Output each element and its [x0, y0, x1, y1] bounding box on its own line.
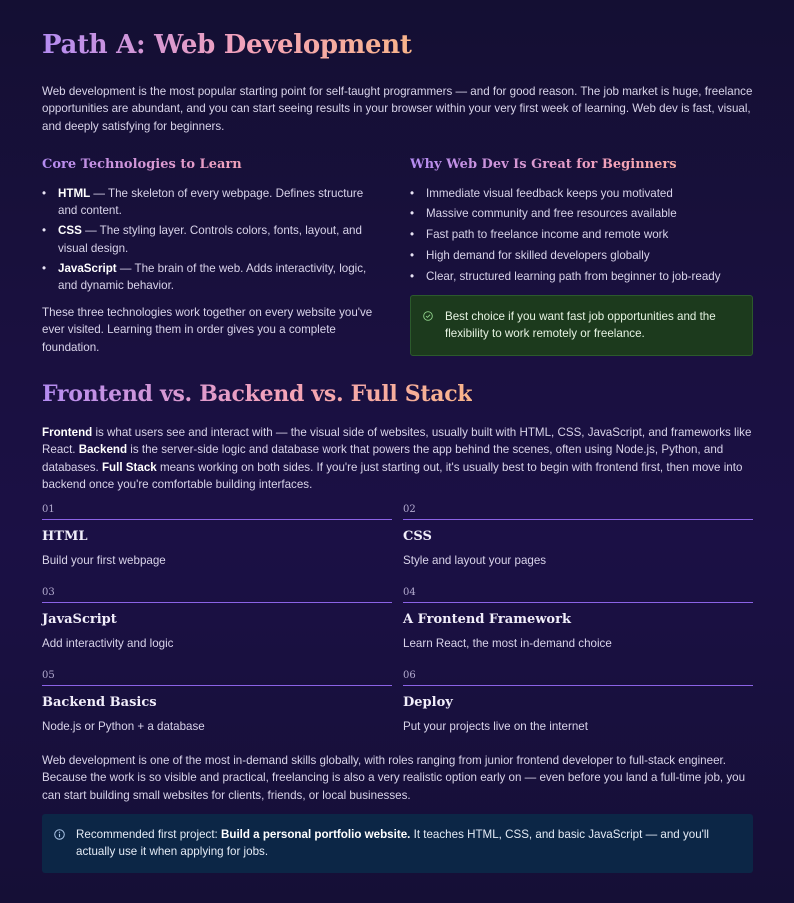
- step-number: 04: [403, 585, 753, 603]
- info-bold: Build a personal portfolio website.: [220, 828, 411, 841]
- step-card: [42, 502, 392, 580]
- list-item: • Fast path to freelance income and remote work: [410, 226, 753, 243]
- term-frontend: Frontend: [42, 426, 93, 439]
- list-item: • Immediate visual feedback keeps you motivated: [410, 185, 753, 202]
- step-card: [403, 585, 753, 663]
- step-card: [403, 502, 753, 580]
- step-number: 03: [42, 585, 392, 603]
- list-item: • Clear, structured learning path from beginner to job-ready: [410, 268, 753, 285]
- step-number: 01: [42, 502, 392, 520]
- list-item: [42, 222, 382, 257]
- info-lead: Recommended first project:: [76, 828, 221, 841]
- success-callout: [410, 295, 753, 356]
- step-description: Build your first webpage: [42, 553, 166, 567]
- info-circle-icon: [54, 829, 65, 840]
- step-description: Style and layout your pages: [403, 553, 547, 567]
- info-rest: It teaches HTML, CSS, and basic JavaScript — and you'll actually use it when applying for jobs.: [76, 828, 710, 859]
- step-title: Backend Basics: [42, 695, 157, 710]
- closing-paragraph: Web development is one of the most in-demand skills globally, with roles ranging from junior frontend developer to full-stack engineer. Because the work is so visible and practical, freelancing is also a very realistic option early on — even before you land a full-time job, you can start building small websites for clients, friends, or local businesses.: [42, 754, 746, 802]
- stack-text: is the server-side logic and database work that powers the app behind the scenes, often using Node.js, Python, and databases.: [42, 443, 724, 474]
- why-webdev-section: [410, 155, 753, 356]
- step-description: Put your projects live on the internet: [403, 719, 588, 733]
- step-number: 02: [403, 502, 753, 520]
- term-text: — The brain of the web. Adds interactivity, logic, and dynamic behavior.: [58, 262, 367, 293]
- step-card: [403, 668, 753, 746]
- intro-paragraph: Web development is the most popular starting point for self-taught programmers — and for good reason. The job market is huge, freelance opportunities are abundant, and you can start seeing results in your browser within your very first week of learning. Web dev is fast, visual, and deeply satisfying for beginners.: [42, 85, 753, 133]
- stack-paragraph: [42, 424, 753, 494]
- step-number: 06: [403, 668, 753, 686]
- stack-heading: Frontend vs. Backend vs. Full Stack: [42, 378, 472, 411]
- step-title: HTML: [42, 529, 88, 544]
- success-callout-text: Best choice if you want fast job opportunities and the flexibility to work remotely or freelance.: [445, 310, 716, 341]
- list-item: [42, 260, 382, 295]
- why-webdev-list: [410, 185, 753, 286]
- page-title: Path A: Web Development: [42, 26, 412, 65]
- step-title: CSS: [403, 529, 432, 544]
- check-circle-icon: [423, 311, 433, 321]
- core-summary: These three technologies work together on every website you've ever visited. Learning them in order gives you a complete foundation.: [42, 305, 373, 354]
- core-technologies-list: [42, 185, 382, 295]
- term-html: HTML: [58, 186, 91, 200]
- why-webdev-title: Why Web Dev Is Great for Beginners: [410, 155, 753, 175]
- step-card: [42, 585, 392, 663]
- term-text: — The styling layer. Controls colors, fonts, layout, and visual design.: [58, 224, 362, 255]
- info-callout: [42, 814, 753, 873]
- step-description: Add interactivity and logic: [42, 636, 174, 650]
- term-full-stack: Full Stack: [101, 460, 157, 474]
- step-description: Learn React, the most in-demand choice: [403, 636, 612, 650]
- stack-text: is what users see and interact with — the visual side of websites, usually built with HTML, CSS, JavaScript, and frameworks like React.: [42, 426, 752, 457]
- step-description: Node.js or Python + a database: [42, 719, 205, 733]
- term-javascript: JavaScript: [58, 262, 117, 276]
- list-item: • Massive community and free resources available: [410, 205, 753, 222]
- step-title: JavaScript: [42, 612, 117, 627]
- step-number: 05: [42, 668, 392, 686]
- term-backend: Backend: [78, 443, 128, 457]
- term-text: — The skeleton of every webpage. Defines structure and content.: [58, 186, 364, 217]
- core-technologies-section: [42, 155, 382, 356]
- term-css: CSS: [58, 224, 82, 238]
- step-title: Deploy: [403, 695, 453, 710]
- stack-text: means working on both sides. If you're just starting out, it's usually best to begin with frontend first, then move into backend once you're comfortable building interfaces.: [42, 460, 743, 492]
- list-item: [42, 185, 382, 220]
- step-title: A Frontend Framework: [403, 612, 571, 627]
- list-item: • High demand for skilled developers globally: [410, 247, 753, 264]
- core-technologies-title: Core Technologies to Learn: [42, 155, 382, 175]
- step-card: [42, 668, 392, 746]
